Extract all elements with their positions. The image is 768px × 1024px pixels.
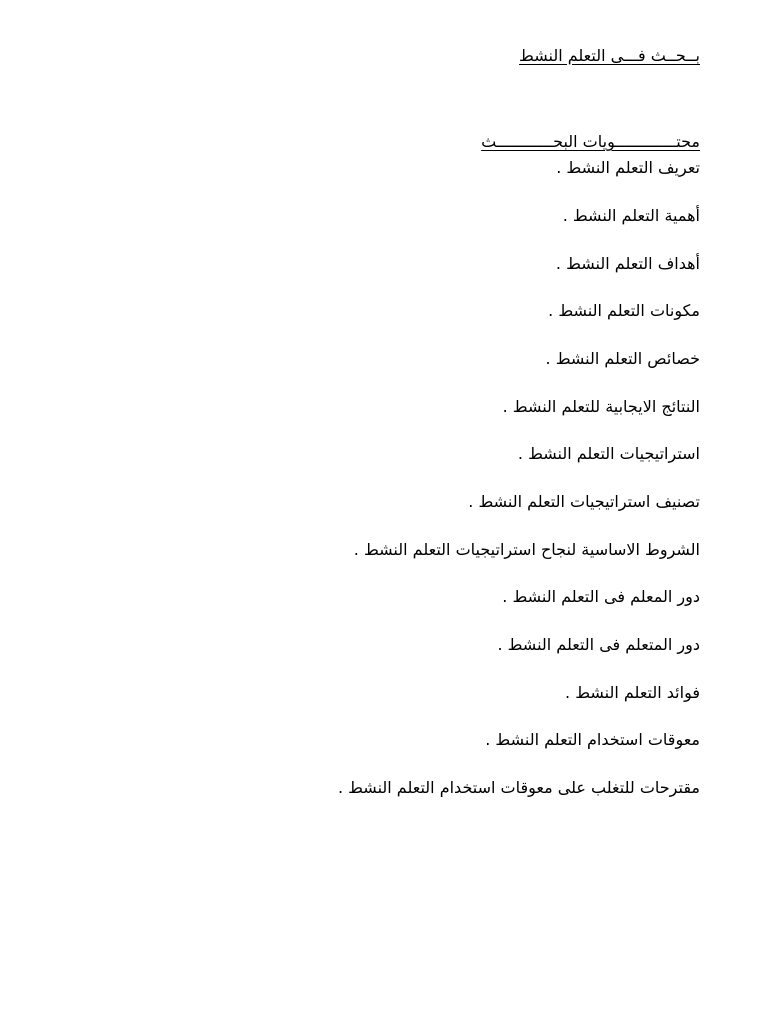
document-title: بــحــث فـــى التعلم النشط <box>519 46 700 65</box>
contents-item: مقترحات للتغلب على معوقات استخدام التعلم النشط . <box>337 778 700 797</box>
contents-item: الشروط الاساسية لنجاح استراتيجيات التعلم النشط . <box>353 540 700 559</box>
contents-item: فوائد التعلم النشط . <box>565 683 700 702</box>
contents-item: تصنيف استراتيجيات التعلم النشط . <box>468 492 700 511</box>
contents-item: النتائج الايجابية للتعلم النشط . <box>502 397 700 416</box>
contents-item: مكونات التعلم النشط . <box>548 301 700 320</box>
contents-item: دور المتعلم فى التعلم النشط . <box>497 635 700 654</box>
contents-heading: محتـــــــــــــويات البحــــــــــــث <box>481 132 700 151</box>
contents-item: تعريف التعلم النشط . <box>556 158 700 177</box>
contents-item: خصائص التعلم النشط . <box>545 349 700 368</box>
contents-item: أهمية التعلم النشط . <box>562 206 700 225</box>
contents-item: أهداف التعلم النشط . <box>555 254 700 273</box>
contents-item: معوقات استخدام التعلم النشط . <box>485 730 700 749</box>
contents-item: استراتيجيات التعلم النشط . <box>517 444 700 463</box>
contents-item: دور المعلم فى التعلم النشط . <box>502 587 700 606</box>
